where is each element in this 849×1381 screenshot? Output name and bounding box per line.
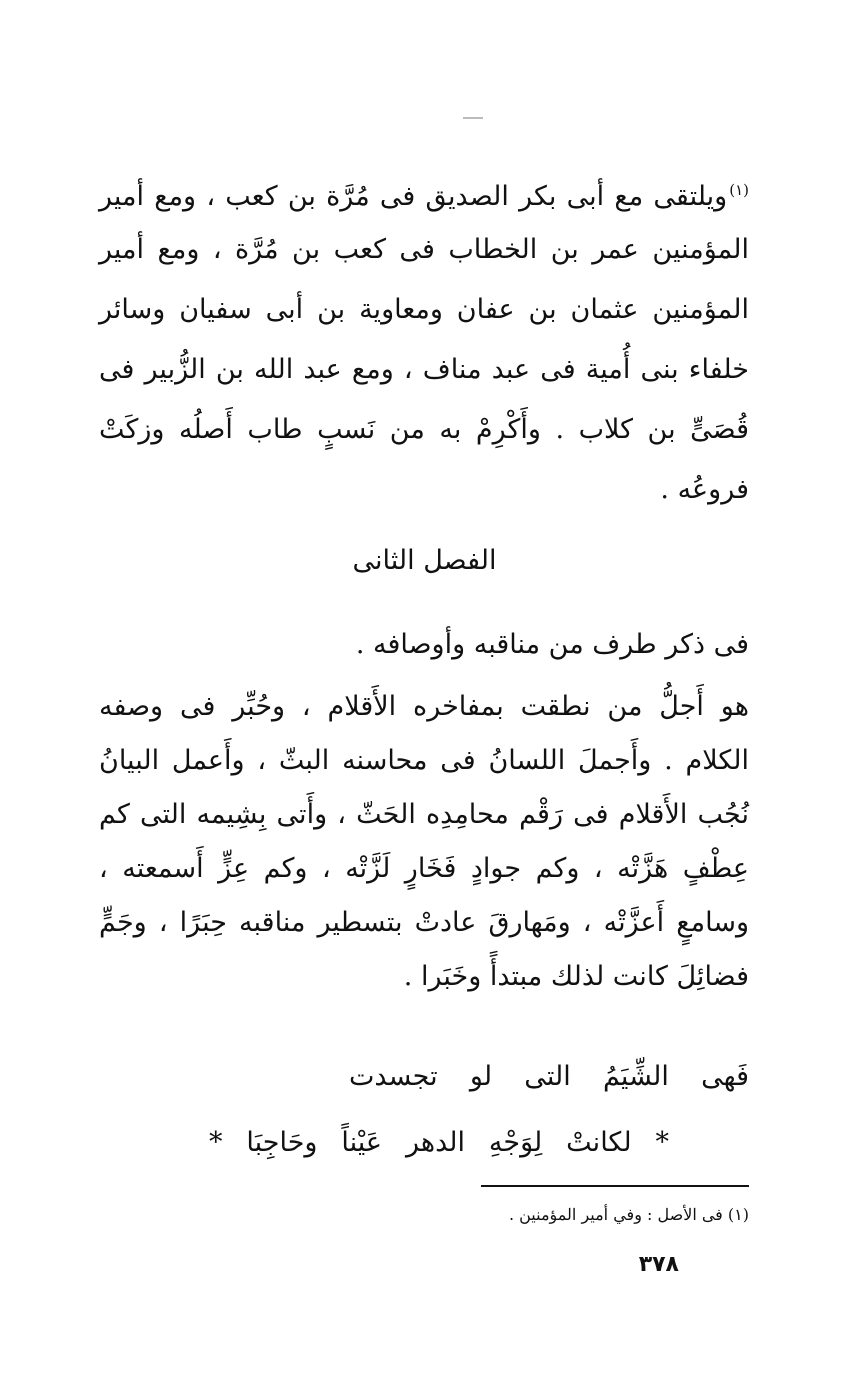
text-line: فروعُه . xyxy=(660,474,749,505)
text-line: المؤمنين عمر بن الخطاب فى كعب بن مُرَّة ، ومع أمير xyxy=(99,234,749,265)
scan-speck xyxy=(463,117,483,119)
text-line: هو أَجلُّ من نطقت بمفاخره الأَقلام ، وحُبِّر فى وصفه xyxy=(99,691,749,722)
text-line: فضائِلَ كانت لذلك مبتدأً وخَبَرا . xyxy=(403,961,749,992)
text-line: الكلام . وأَجملَ اللسانُ فى محاسنه البثّ ، وأَعمل البيانُ xyxy=(99,745,749,776)
text-line: عِطْفٍ هَزَّتْه ، وكم جوادٍ فَخَارٍ لَزَّتْه ، وكم عِزٍّ أَسمعته ، xyxy=(99,853,749,884)
text-line: خلفاء بنى أُمية فى عبد مناف ، ومع عبد الله بن الزُّبير فى xyxy=(99,354,749,385)
verse-line-2: * لكانتْ لِوَجْهِ الدهر عَيْناً وحَاجِبَا * xyxy=(209,1127,669,1158)
footnote-divider xyxy=(481,1185,749,1187)
text-line xyxy=(99,160,749,220)
verse-line-1: فَهى الشِّيَمُ التى لو تجسدت xyxy=(349,1061,749,1092)
section-heading: الفصل الثانى xyxy=(352,545,497,576)
text-line: وسامعٍ أَعزَّتْه ، ومَهارقَ عادتْ بتسطير مناقبه حِبَرًا ، وجَمٍّ xyxy=(99,907,749,938)
line-text: ويلتقى مع أبى بكر الصديق فى مُرَّة بن كعب ، ومع أمير xyxy=(99,181,728,212)
text-line: نُجُب الأَقلام فى رَقْم محامِدِه الحَثّ ، وأَتى بِشِيمه التى كم xyxy=(99,799,749,830)
page-number: ٣٧٨ xyxy=(638,1252,679,1277)
footnote: (١) فى الأصل : وفي أمير المؤمنين . xyxy=(508,1205,749,1224)
paragraph-virtues xyxy=(99,680,749,1004)
text-line: المؤمنين عثمان بن عفان ومعاوية بن أبى سفيان وسائر xyxy=(99,294,749,325)
footnote-marker: (١) xyxy=(729,181,749,199)
text-line: قُصَىٍّ بن كلاب . وأَكْرِمْ به من نَسبٍ طاب أَصلُه وزكَتْ xyxy=(99,414,749,445)
section-subtitle: فى ذكر طرف من مناقبه وأوصافه . xyxy=(355,629,749,660)
paragraph-lineage xyxy=(99,160,749,520)
